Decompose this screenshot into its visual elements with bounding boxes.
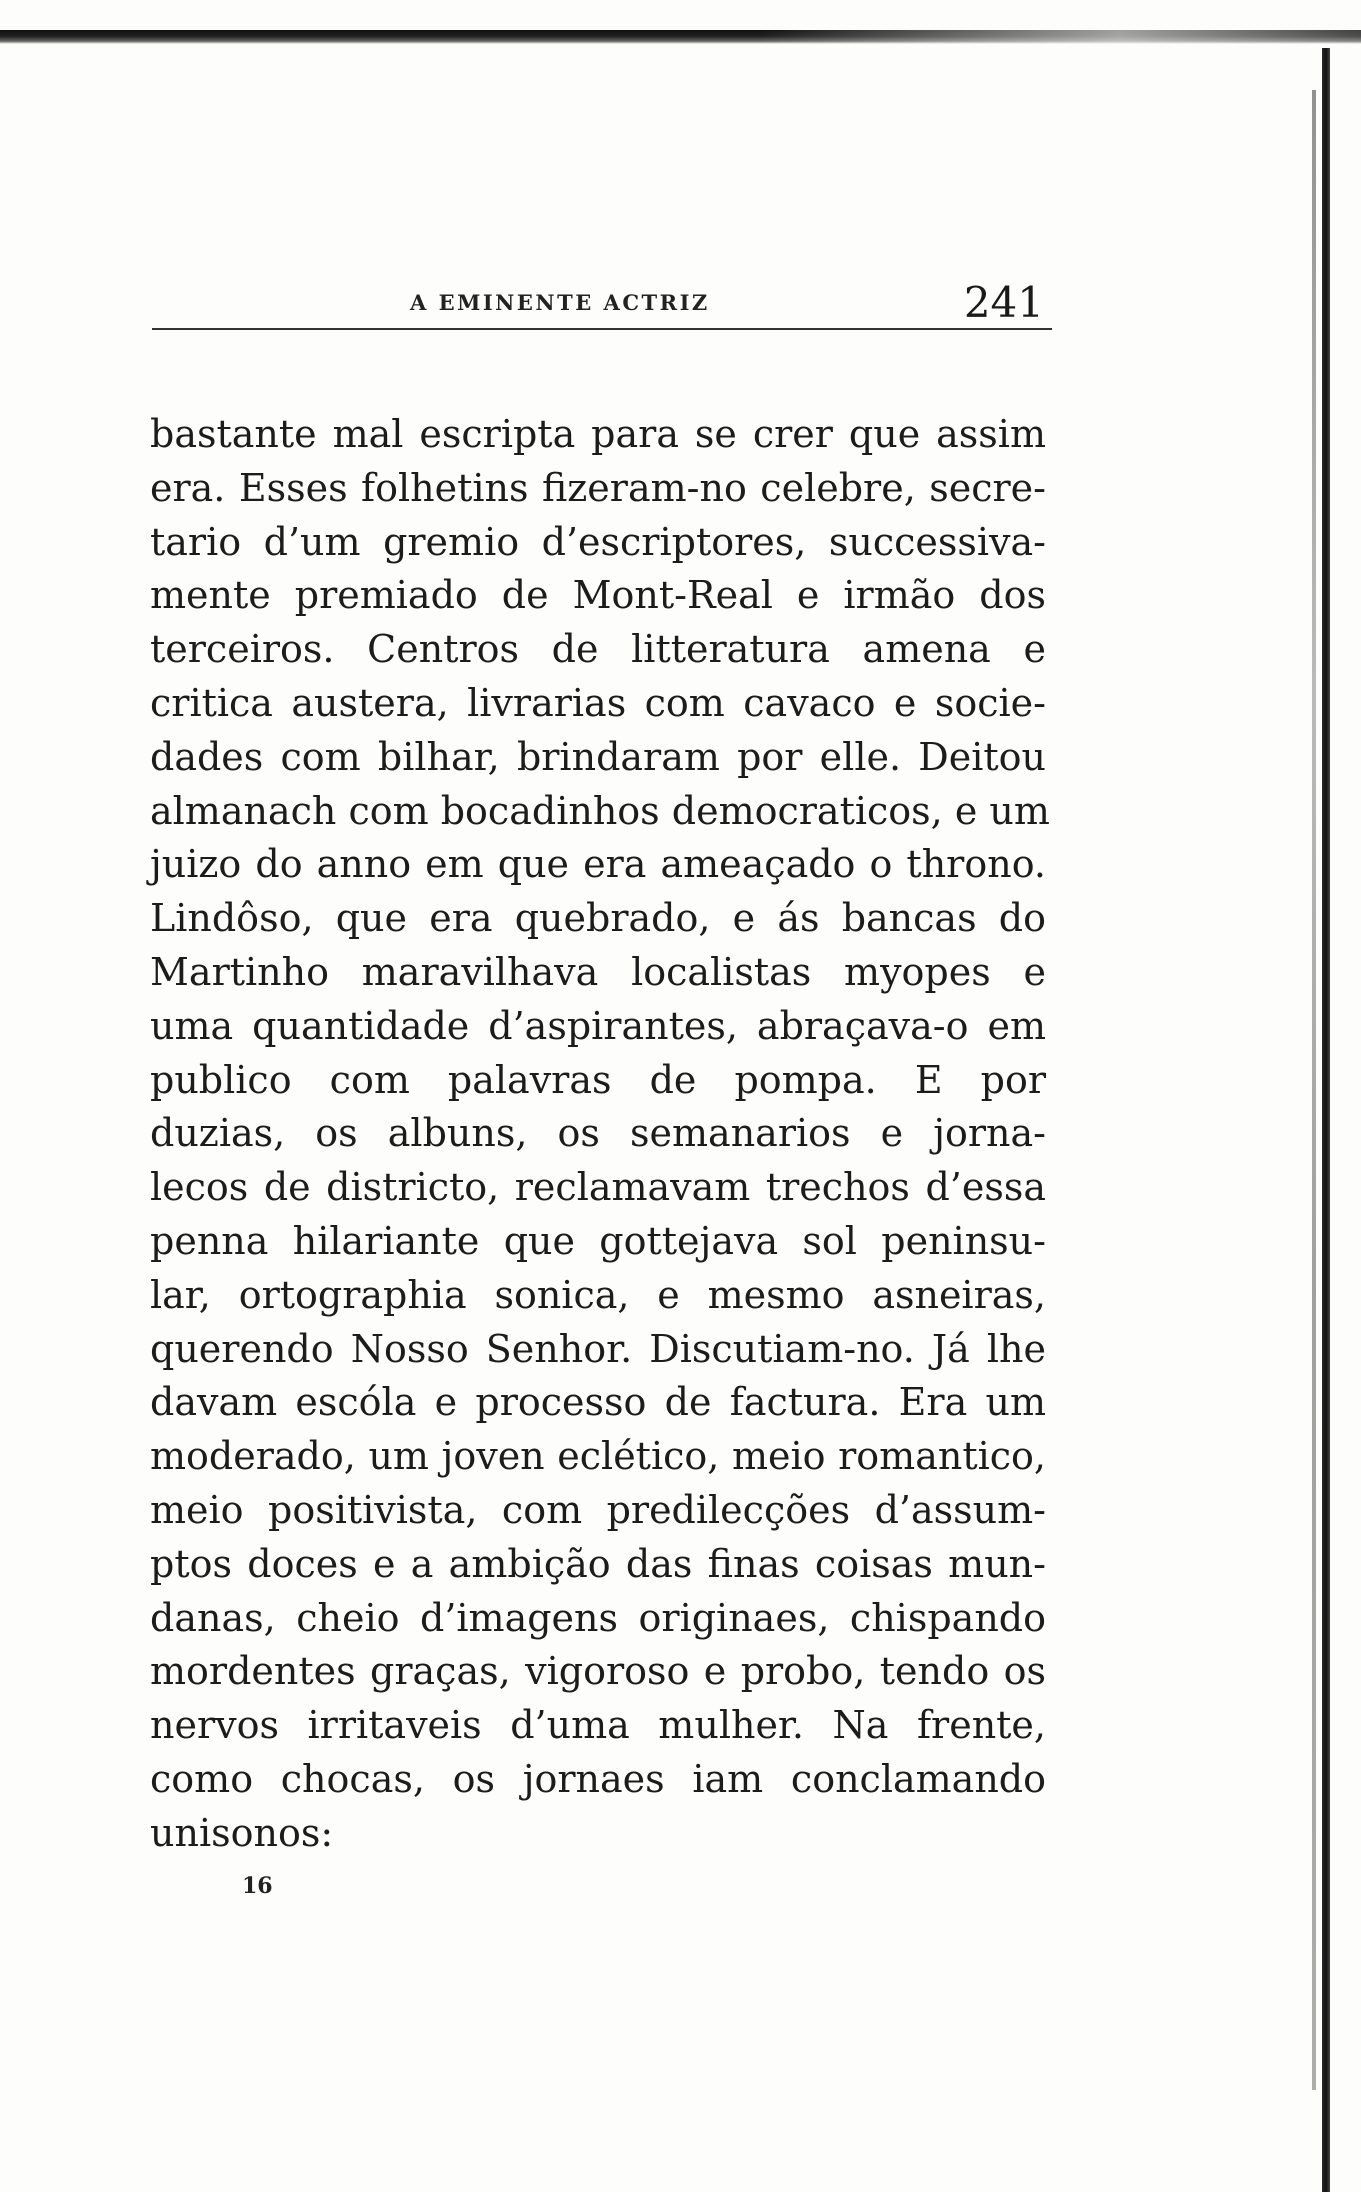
- text-line: duzias, os albuns, os semanarios e jorna-: [150, 1111, 1046, 1156]
- text-line: terceiros. Centros de litteratura amena e: [150, 627, 1046, 672]
- text-line: Lindôso, que era quebrado, e ás bancas do: [150, 896, 1046, 941]
- text-line: nervos irritaveis d’uma mulher. Na frente,: [150, 1703, 1046, 1748]
- page-right-edge: [1322, 48, 1330, 2192]
- text-line: davam escóla e processo de factura. Era um: [150, 1380, 1046, 1425]
- page-number: 241: [963, 278, 1044, 327]
- text-line: Martinho maravilhava localistas myopes e: [150, 949, 1046, 994]
- text-line: mente premiado de Mont-Real e irmão dos: [150, 573, 1046, 618]
- text-line: juizo do anno em que era ameaçado o throno.: [150, 842, 1046, 887]
- text-line: lecos de districto, reclamavam trechos d’essa: [150, 1165, 1046, 1210]
- text-line: mordentes graças, vigoroso e probo, tendo os: [150, 1649, 1046, 1694]
- text-line: lar, ortographia sonica, e mesmo asneiras,: [150, 1272, 1046, 1317]
- text-line: moderado, um joven eclético, meio romantico,: [150, 1434, 1046, 1479]
- text-line: meio positivista, com predilecções d’assum-: [150, 1487, 1046, 1532]
- body-text: [150, 408, 1050, 1861]
- text-line: era. Esses folhetins fizeram-no celebre, secre-: [150, 465, 1046, 510]
- running-title: A EMINENTE ACTRIZ: [410, 290, 710, 315]
- text-line: critica austera, livrarias com cavaco e socie-: [150, 680, 1046, 725]
- text-line: publico com palavras de pompa. E por: [150, 1057, 1046, 1102]
- text-line: dades com bilhar, brindaram por elle. Deitou: [150, 734, 1046, 779]
- text-line: como chocas, os jornaes iam conclamando: [150, 1756, 1046, 1801]
- running-head: [152, 268, 1056, 328]
- text-line: tario d’um gremio d’escriptores, successiva-: [150, 519, 1046, 564]
- text-line: ptos doces e a ambição das finas coisas mun-: [150, 1541, 1046, 1586]
- text-line: bastante mal escripta para se crer que assim: [150, 412, 1046, 456]
- text-line: almanach com bocadinhos democraticos, e um: [150, 788, 1050, 833]
- text-line: unisonos:: [150, 1810, 334, 1855]
- text-line: querendo Nosso Senhor. Discutiam-no. Já lhe: [150, 1326, 1046, 1371]
- text-line: penna hilariante que gottejava sol peninsu-: [150, 1218, 1046, 1263]
- signature-mark: 16: [242, 1873, 273, 1899]
- page-top-edge-fade: [760, 30, 1361, 44]
- text-line: danas, cheio d’imagens originaes, chispando: [150, 1595, 1046, 1640]
- text-line: uma quantidade d’aspirantes, abraçava-o em: [150, 1003, 1046, 1048]
- page-right-edge-shadow: [1312, 90, 1316, 2090]
- header-rule: [152, 328, 1052, 330]
